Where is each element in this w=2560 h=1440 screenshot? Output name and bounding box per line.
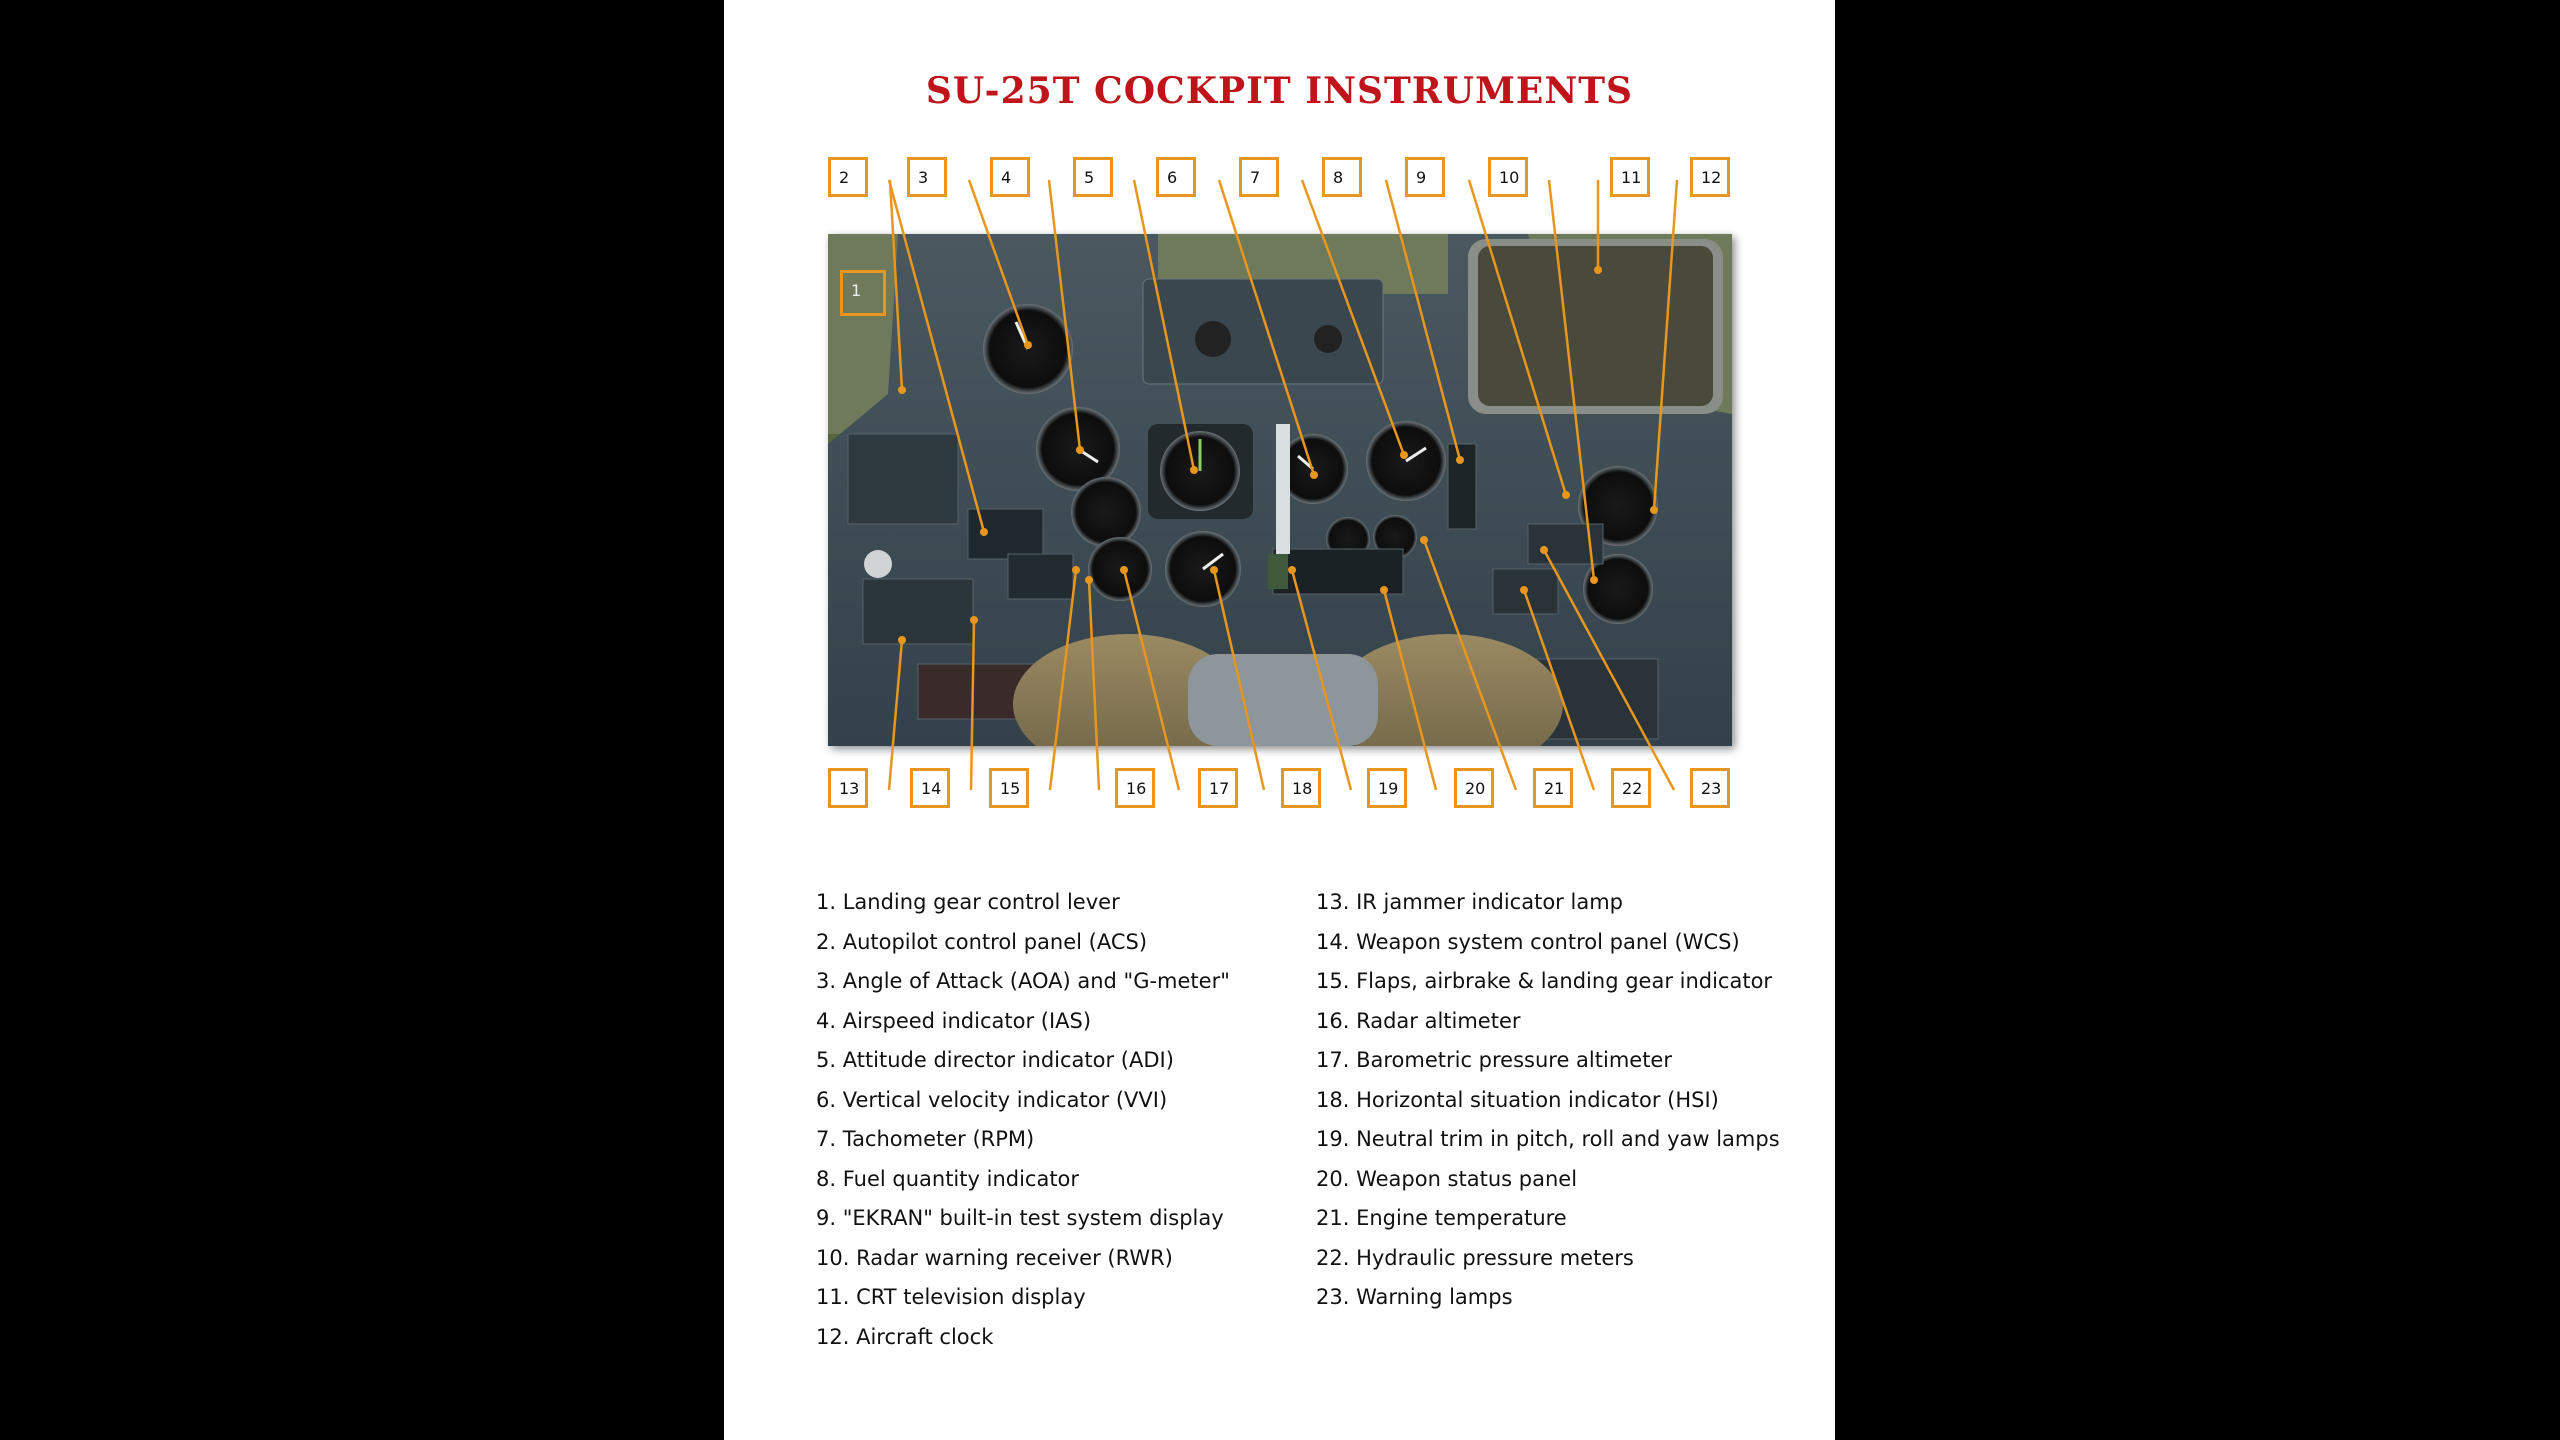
legend-item: 1. Landing gear control lever <box>816 890 1120 914</box>
page-title: SU-25T COCKPIT INSTRUMENTS <box>925 70 1634 112</box>
legend-item: 13. IR jammer indicator lamp <box>1316 890 1623 914</box>
callout-16: 16 <box>1115 768 1155 808</box>
callout-19: 19 <box>1367 768 1407 808</box>
callout-22: 22 <box>1611 768 1651 808</box>
callout-10: 10 <box>1488 157 1528 197</box>
callout-7: 7 <box>1239 157 1279 197</box>
cockpit-illustration <box>828 234 1732 746</box>
callout-23: 23 <box>1690 768 1730 808</box>
legend-item: 7. Tachometer (RPM) <box>816 1127 1035 1151</box>
callout-11: 11 <box>1610 157 1650 197</box>
callout-3: 3 <box>907 157 947 197</box>
legend-item: 19. Neutral trim in pitch, roll and yaw lamps <box>1316 1127 1780 1151</box>
legend-item: 14. Weapon system control panel (WCS) <box>1316 930 1740 954</box>
legend-item: 3. Angle of Attack (AOA) and "G-meter" <box>816 969 1230 993</box>
legend-item: 15. Flaps, airbrake & landing gear indicator <box>1316 969 1773 993</box>
callout-20: 20 <box>1454 768 1494 808</box>
callout-13: 13 <box>828 768 868 808</box>
legend-item: 4. Airspeed indicator (IAS) <box>816 1009 1092 1033</box>
callout-2: 2 <box>828 157 868 197</box>
legend-item: 6. Vertical velocity indicator (VVI) <box>816 1088 1168 1112</box>
callout-8: 8 <box>1322 157 1362 197</box>
callout-14: 14 <box>910 768 950 808</box>
cockpit-image <box>828 234 1732 746</box>
callout-5: 5 <box>1073 157 1113 197</box>
legend-item: 18. Horizontal situation indicator (HSI) <box>1316 1088 1719 1112</box>
callout-15: 15 <box>989 768 1029 808</box>
callout-9: 9 <box>1405 157 1445 197</box>
legend-item: 9. "EKRAN" built-in test system display <box>816 1206 1224 1230</box>
legend-item: 17. Barometric pressure altimeter <box>1316 1048 1672 1072</box>
legend-item: 8. Fuel quantity indicator <box>816 1167 1080 1191</box>
callout-4: 4 <box>990 157 1030 197</box>
document-page <box>724 0 1835 1440</box>
legend-item: 16. Radar altimeter <box>1316 1009 1521 1033</box>
legend-item: 20. Weapon status panel <box>1316 1167 1578 1191</box>
callout-18: 18 <box>1281 768 1321 808</box>
callout-6: 6 <box>1156 157 1196 197</box>
callout-21: 21 <box>1533 768 1573 808</box>
callout-1: 1 <box>840 270 886 316</box>
legend-item: 21. Engine temperature <box>1316 1206 1567 1230</box>
legend-item: 12. Aircraft clock <box>816 1325 994 1349</box>
legend-item: 11. CRT television display <box>816 1285 1086 1309</box>
callout-12: 12 <box>1690 157 1730 197</box>
callout-17: 17 <box>1198 768 1238 808</box>
legend-item: 22. Hydraulic pressure meters <box>1316 1246 1634 1270</box>
legend-item: 5. Attitude director indicator (ADI) <box>816 1048 1174 1072</box>
legend-item: 2. Autopilot control panel (ACS) <box>816 930 1148 954</box>
legend-item: 23. Warning lamps <box>1316 1285 1513 1309</box>
legend-item: 10. Radar warning receiver (RWR) <box>816 1246 1173 1270</box>
